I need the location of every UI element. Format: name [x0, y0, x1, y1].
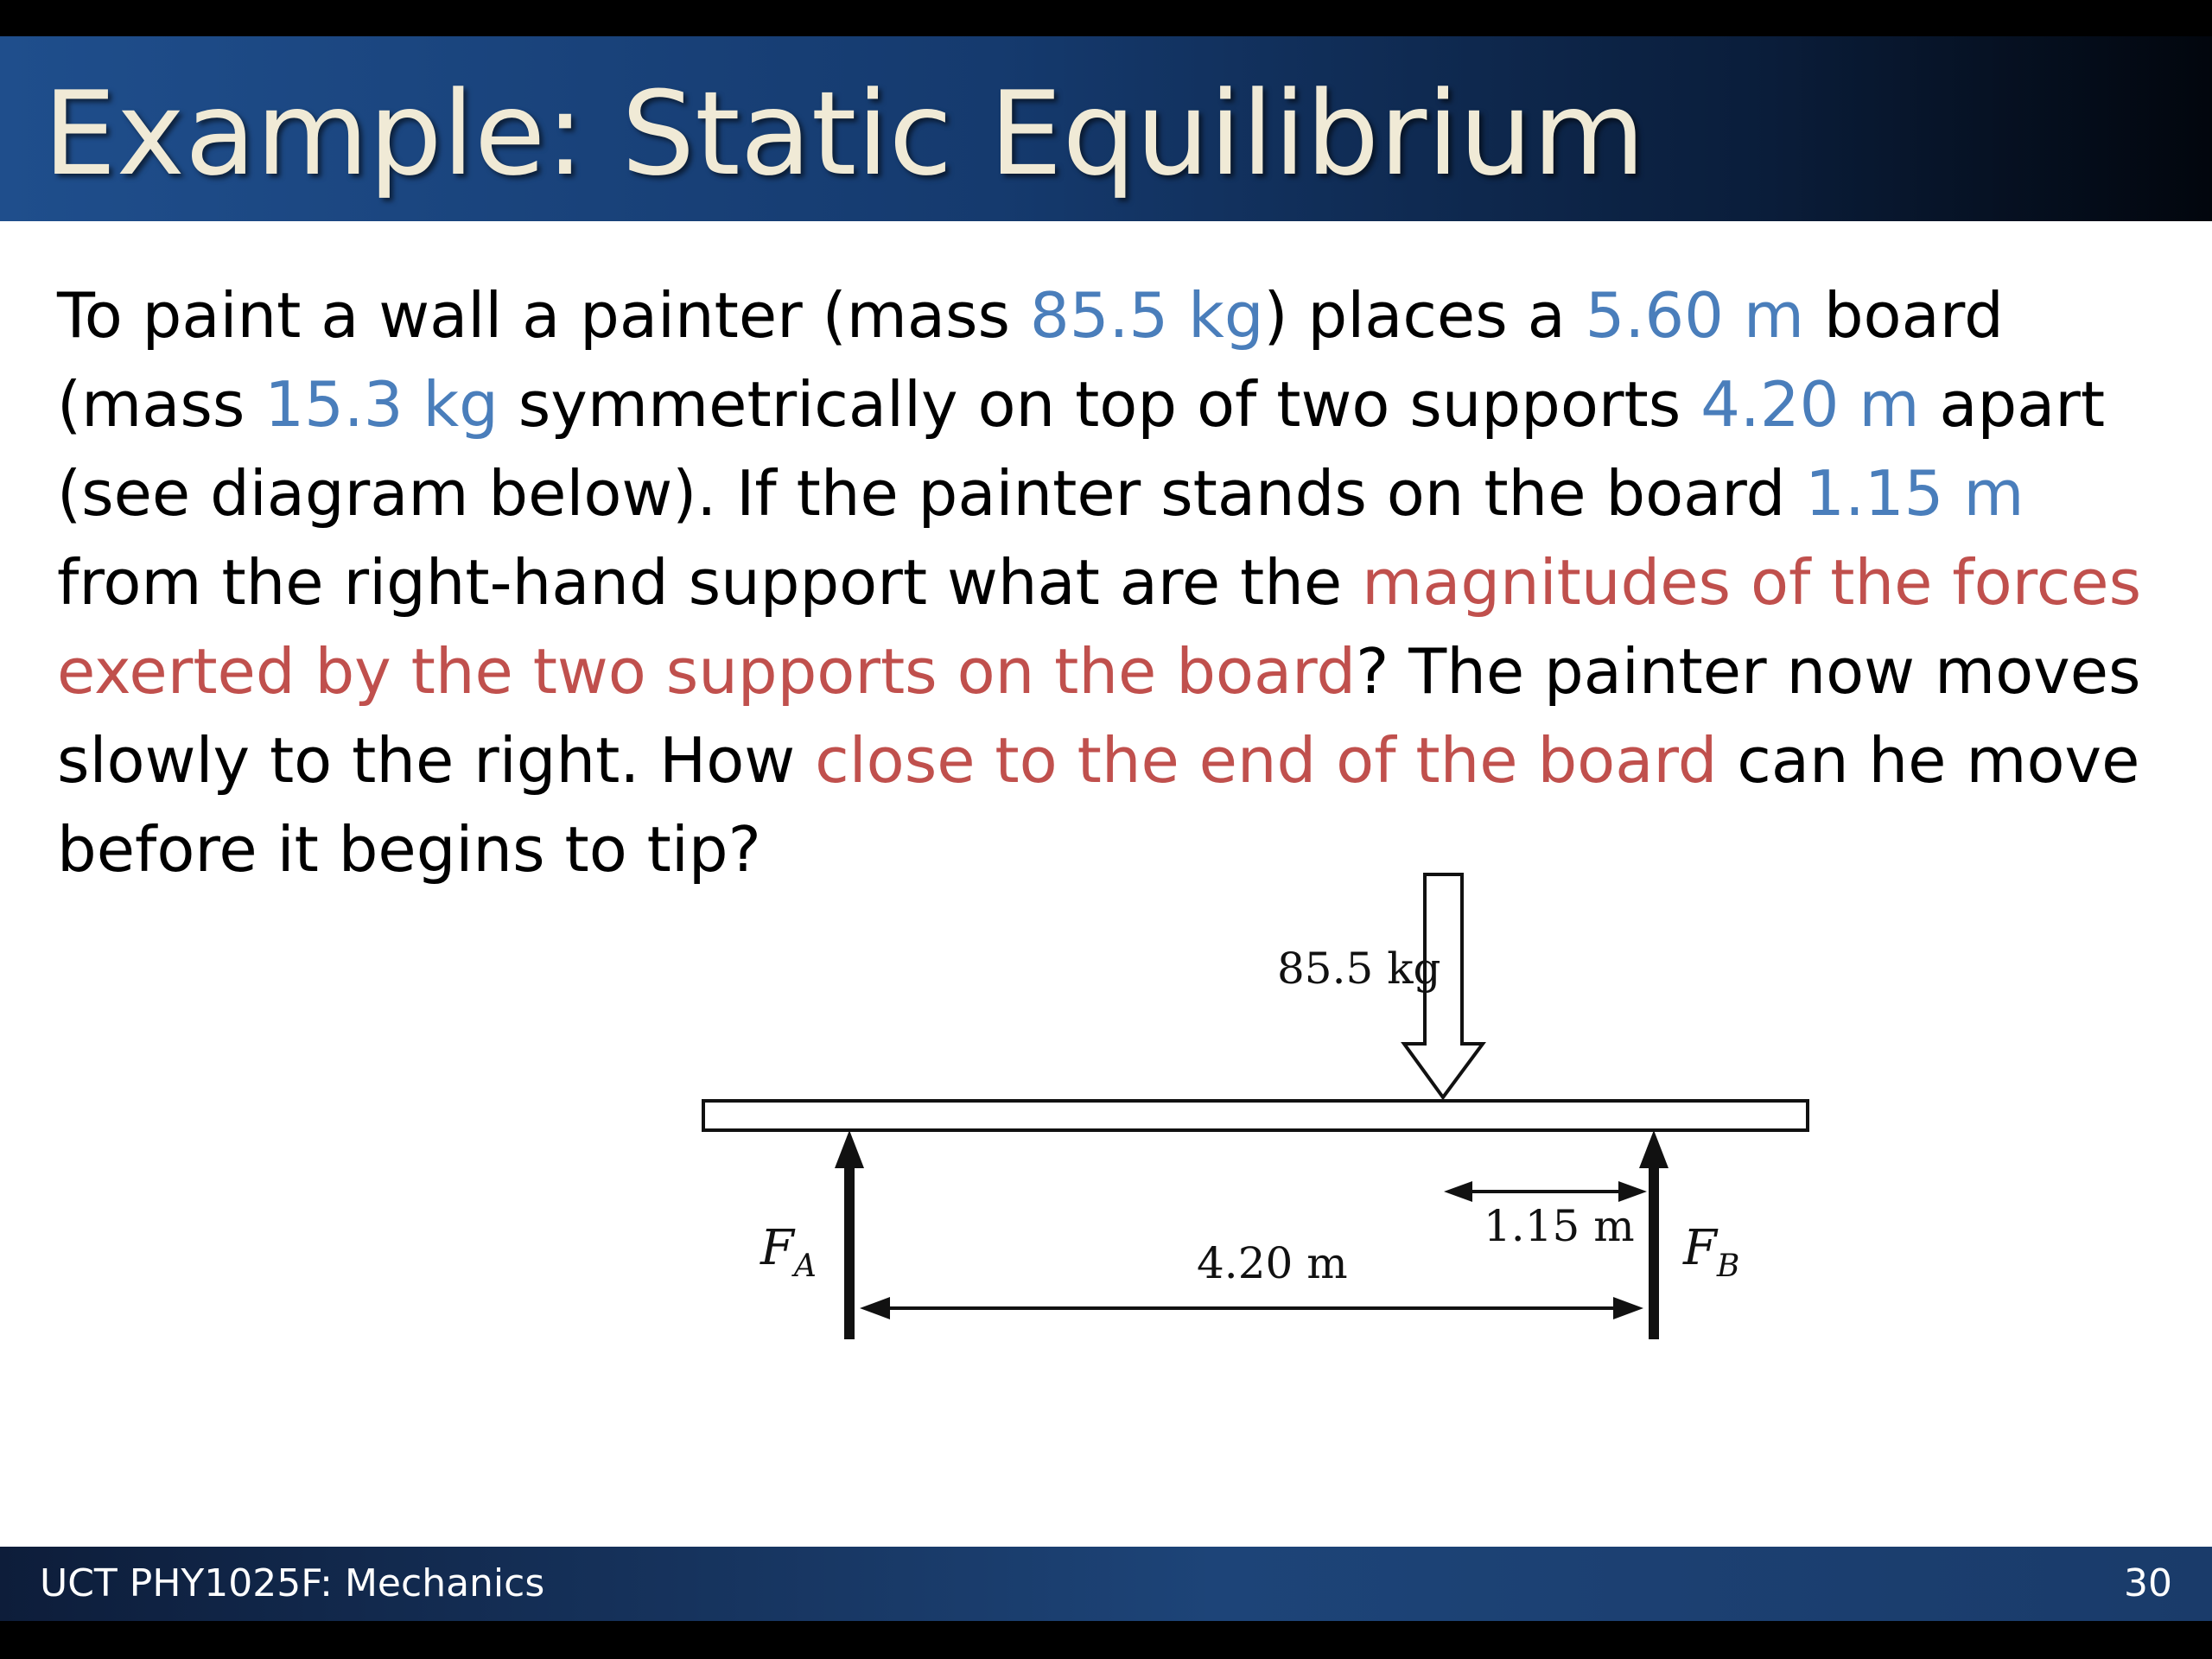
slide-content: [0, 221, 2212, 1547]
problem-text: can he move before it begins to tip?: [57, 724, 2140, 886]
problem-text: board (mass: [57, 279, 2004, 441]
problem-text: ) places a: [1263, 279, 1586, 352]
problem-text: from the right-hand support what are the: [57, 546, 1363, 619]
support-distance-value: 4.20 m: [1700, 368, 1920, 441]
problem-text: symmetrically on top of two supports: [498, 368, 1701, 441]
slide-title: Example: Static Equilibrium: [43, 67, 1646, 201]
painter-distance-arrowhead-right: [1618, 1181, 1647, 1202]
question-highlight-forces: magnitudes of the forces exerted by the two supports on the board: [57, 546, 2142, 708]
force-a-arrowhead: [835, 1130, 864, 1168]
beam-diagram: [0, 221, 2212, 1547]
board: [703, 1101, 1808, 1130]
force-b-label: $F_B$: [1683, 1220, 1740, 1284]
board-mass-value: 15.3 kg: [264, 368, 499, 441]
force-a-label: $F_A$: [760, 1220, 817, 1284]
painter-distance-label: 1.15 m: [1484, 1201, 1635, 1251]
footer-bar: [0, 1547, 2212, 1621]
support-distance-arrowhead-left: [860, 1297, 890, 1319]
question-highlight-tip: close to the end of the board: [815, 724, 1718, 797]
support-distance-label: 4.20 m: [1197, 1238, 1348, 1288]
page-number: 30: [2124, 1561, 2172, 1605]
support-distance-arrowhead-right: [1613, 1297, 1643, 1319]
board-length-value: 5.60 m: [1585, 279, 1804, 352]
painter-distance-arrowhead-left: [1444, 1181, 1472, 1202]
force-b-arrowhead: [1639, 1130, 1669, 1168]
course-label: UCT PHY1025F: Mechanics: [40, 1561, 545, 1605]
painter-mass-value: 85.5 kg: [1029, 279, 1264, 352]
mass-label: 85.5 kg: [1277, 944, 1441, 994]
problem-text: apart (see diagram below). If the painter stands on the board: [57, 368, 2106, 530]
painter-distance-value: 1.15 m: [1805, 457, 2024, 530]
problem-text: To paint a wall a painter (mass: [57, 279, 1030, 352]
problem-text: ? The painter now moves slowly to the right. How: [57, 635, 2141, 797]
